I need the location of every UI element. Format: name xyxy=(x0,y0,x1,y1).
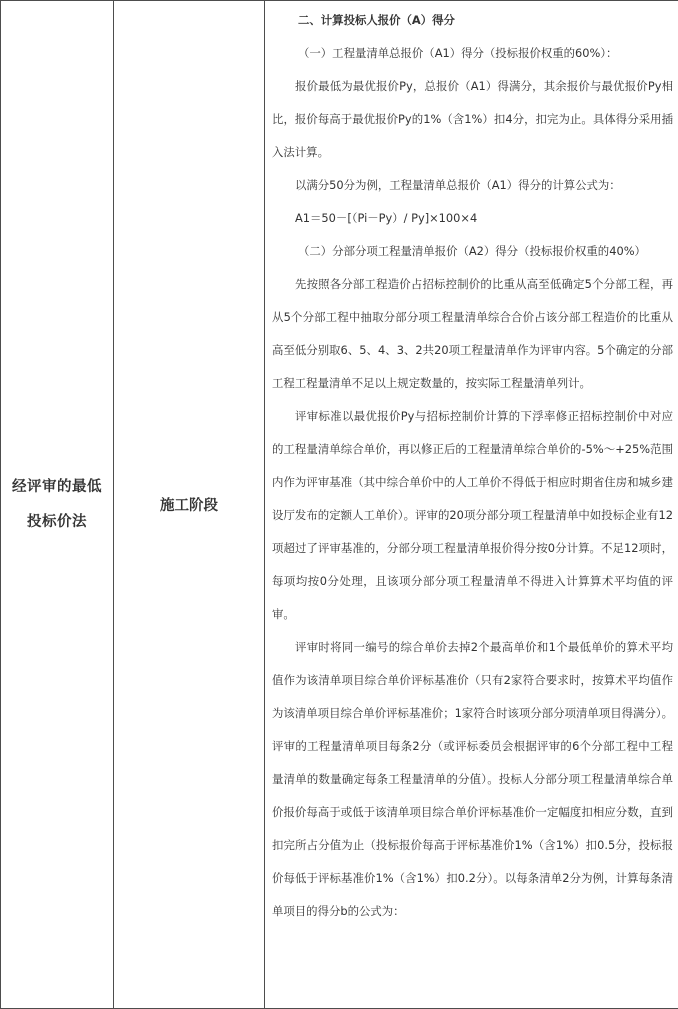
subsection-a1-heading: （一）工程量清单总报价（A1）得分（投标报价权重的60%）： xyxy=(298,46,618,60)
paragraph-a2-scoring: 评审时将同一编号的综合单价去掉2个最高单价和1个最低单价的算术平均值作为该清单项目综合单价评标基准价（只有2家符合要求时，按算术平均值作为该清单项目综合单价评标基准价；1家符合时该项分部分项清单项目得满分）。评审的工程量清单项目每条2分（或评标委员会根据评审的6个分部工程中工程量清单的数量确定每条工程量清单的分值）。投标人分部分项工程量清单综合单价报价每高于或低于该清单项目综合单价评标基准价一定幅度扣相应分数，直到扣完所占分值为止（投标报价每高于评标基准价1%（含1%）扣0.5分，投标报价每低于评标基准价1%（含1%）扣0.2分）。以每条清单2分为例，计算每条清单项目的得分b的公式为： xyxy=(272,640,673,918)
paragraph-a2-selection: 先按照各分部工程造价占招标控制价的比重从高至低确定5个分部工程，再从5个分部工程中抽取分部分项工程量清单综合合价占该分部工程造价的比重从高至低分别取6、5、4、3、2共20项工程量清单作为评审内容。5个确定的分部工程工程量清单不足以上规定数量的，按实际工程量清单列计。 xyxy=(272,277,673,390)
subsection-a2-heading: （二）分部分项工程量清单报价（A2）得分（投标报价权重的40%） xyxy=(298,244,646,258)
method-cell xyxy=(1,1,114,1009)
paragraph-a1-rule: 报价最低为最优报价Py，总报价（A1）得满分，其余报价与最优报价Py相比，报价每高于最优报价Py的1%（含1%）扣4分，扣完为止。具体得分采用插入法计算。 xyxy=(272,79,673,159)
scoring-content xyxy=(265,1,678,928)
method-label: 经评审的最低投标价法 xyxy=(12,478,102,530)
formula-a1: A1＝50－[（Pi－Py）/ Py]×100×4 xyxy=(295,211,478,225)
paragraph-a2-standard: 评审标准以最优报价Py与招标控制价计算的下浮率修正招标控制价中对应的工程量清单综合单价，再以修正后的工程量清单综合单价的-5%～+25%范围内作为评审基准（其中综合单价中的人工单价不得低于相应时期省住房和城乡建设厅发布的定额人工单价）。评审的20项分部分项工程量清单中如投标企业有12项超过了评审基准的，分部分项工程量清单报价得分按0分计算。不足12项时，每项均按0分处理，且该项分部分项工程量清单不得进入计算算术平均值的评审。 xyxy=(272,409,673,621)
paragraph-a1-formula-intro: 以满分50分为例，工程量清单总报价（A1）得分的计算公式为： xyxy=(295,178,621,192)
table-row xyxy=(1,1,678,1009)
stage-label: 施工阶段 xyxy=(160,498,218,514)
content-cell xyxy=(265,1,678,1009)
stage-cell xyxy=(114,1,265,1009)
section-heading: 二、计算投标人报价（A）得分 xyxy=(298,13,455,27)
